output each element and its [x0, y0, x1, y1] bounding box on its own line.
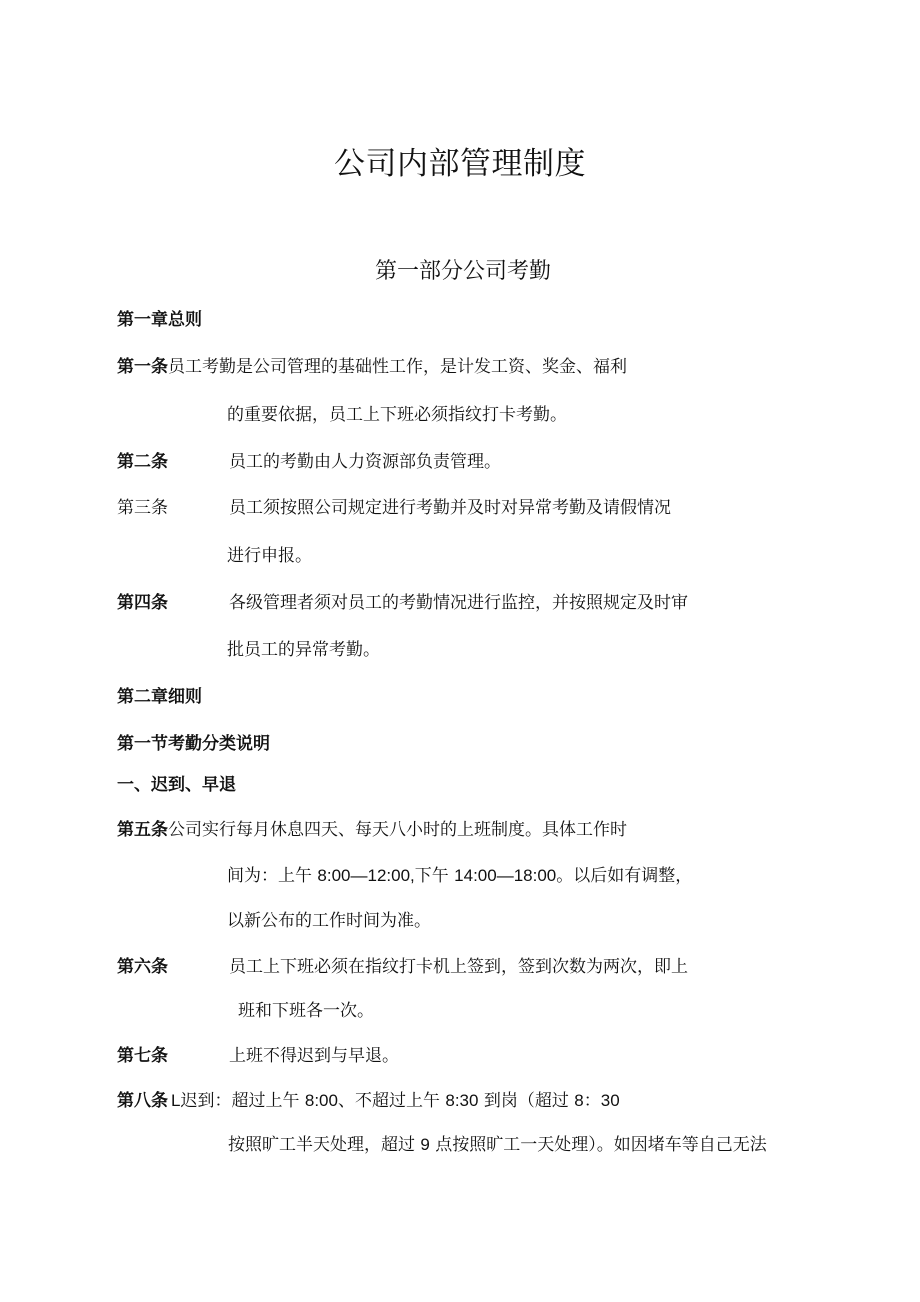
part-title: 第一部分公司考勤	[374, 259, 551, 284]
article-2	[117, 450, 168, 474]
article-8-cont-b: 点按照旷工一天处理）。如因堵车等自己无法	[429, 1135, 767, 1155]
document-title: 公司内部管理制度	[334, 146, 586, 182]
article-1-text: 员工考勤是公司管理的基础性工作，是计发工资、奖金、福利	[168, 357, 627, 377]
article-2-label: 第二条	[117, 452, 168, 472]
article-8-text-a: 迟到：超过上午	[180, 1091, 305, 1111]
article-7-label: 第七条	[117, 1046, 168, 1066]
section1-heading: 第一节考勤分类说明	[117, 734, 270, 754]
article-5-time-afternoon: 14:00—18:00	[454, 866, 557, 885]
article-1	[117, 355, 627, 379]
article-3-label: 第三条	[117, 498, 168, 518]
article-6-continuation: 班和下班各一次。	[238, 1001, 374, 1021]
article-8-time-a: 8:00	[304, 1091, 338, 1110]
article-4-label: 第四条	[117, 593, 168, 613]
article-4	[117, 591, 168, 615]
article-2-text: 员工的考勤由人力资源部负责管理。	[229, 452, 501, 472]
article-8-text-b: 、不超过上午	[337, 1091, 446, 1111]
article-5-cont-end: 。以后如有调整，	[556, 866, 693, 886]
article-8-time-b: 8:30	[445, 1091, 479, 1110]
article-5-label: 第五条	[117, 820, 168, 840]
article-5-time-morning: 8:00—12:00,	[317, 866, 415, 885]
article-5-cont-mid: 下午	[414, 866, 455, 886]
article-8	[117, 1089, 620, 1113]
section1-subheading: 一、迟到、早退	[117, 775, 236, 795]
article-1-continuation: 的重要依据，员工上下班必须指纹打卡考勤。	[227, 405, 567, 425]
article-8-continuation	[228, 1133, 767, 1157]
article-4-text: 各级管理者须对员工的考勤情况进行监控，并按照规定及时审	[229, 593, 688, 613]
article-6-label: 第六条	[117, 957, 168, 977]
article-8-time-c: 8：30	[574, 1091, 620, 1110]
article-8-cont-hour: 9	[420, 1135, 430, 1154]
article-3-continuation: 进行申报。	[227, 546, 312, 566]
article-5-text: 公司实行每月休息四天、每天八小时的上班制度。具体工作时	[168, 820, 627, 840]
article-8-cont-a: 按照旷工半天处理，超过	[228, 1135, 421, 1155]
article-6	[117, 955, 168, 979]
article-8-marker: L	[171, 1091, 181, 1110]
article-1-label: 第一条	[117, 357, 168, 377]
article-3-text: 员工须按照公司规定进行考勤并及时对异常考勤及请假情况	[229, 498, 671, 518]
article-4-continuation: 批员工的异常考勤。	[227, 640, 380, 660]
article-3	[117, 496, 168, 520]
article-8-label: 第八条	[117, 1091, 168, 1111]
article-6-text: 员工上下班必须在指纹打卡机上签到，签到次数为两次，即上	[229, 957, 688, 977]
chapter2-heading: 第二章细则	[117, 687, 202, 707]
article-5-cont-a: 间为：上午	[227, 866, 318, 886]
article-7-text: 上班不得迟到与早退。	[229, 1046, 399, 1066]
article-5-continuation-1	[227, 864, 692, 888]
chapter1-heading: 第一章总则	[117, 310, 202, 330]
article-7	[117, 1044, 168, 1068]
article-5-continuation-2: 以新公布的工作时间为准。	[227, 911, 431, 931]
article-5	[117, 818, 627, 842]
article-8-text-c: 到岗（超过	[478, 1091, 575, 1111]
